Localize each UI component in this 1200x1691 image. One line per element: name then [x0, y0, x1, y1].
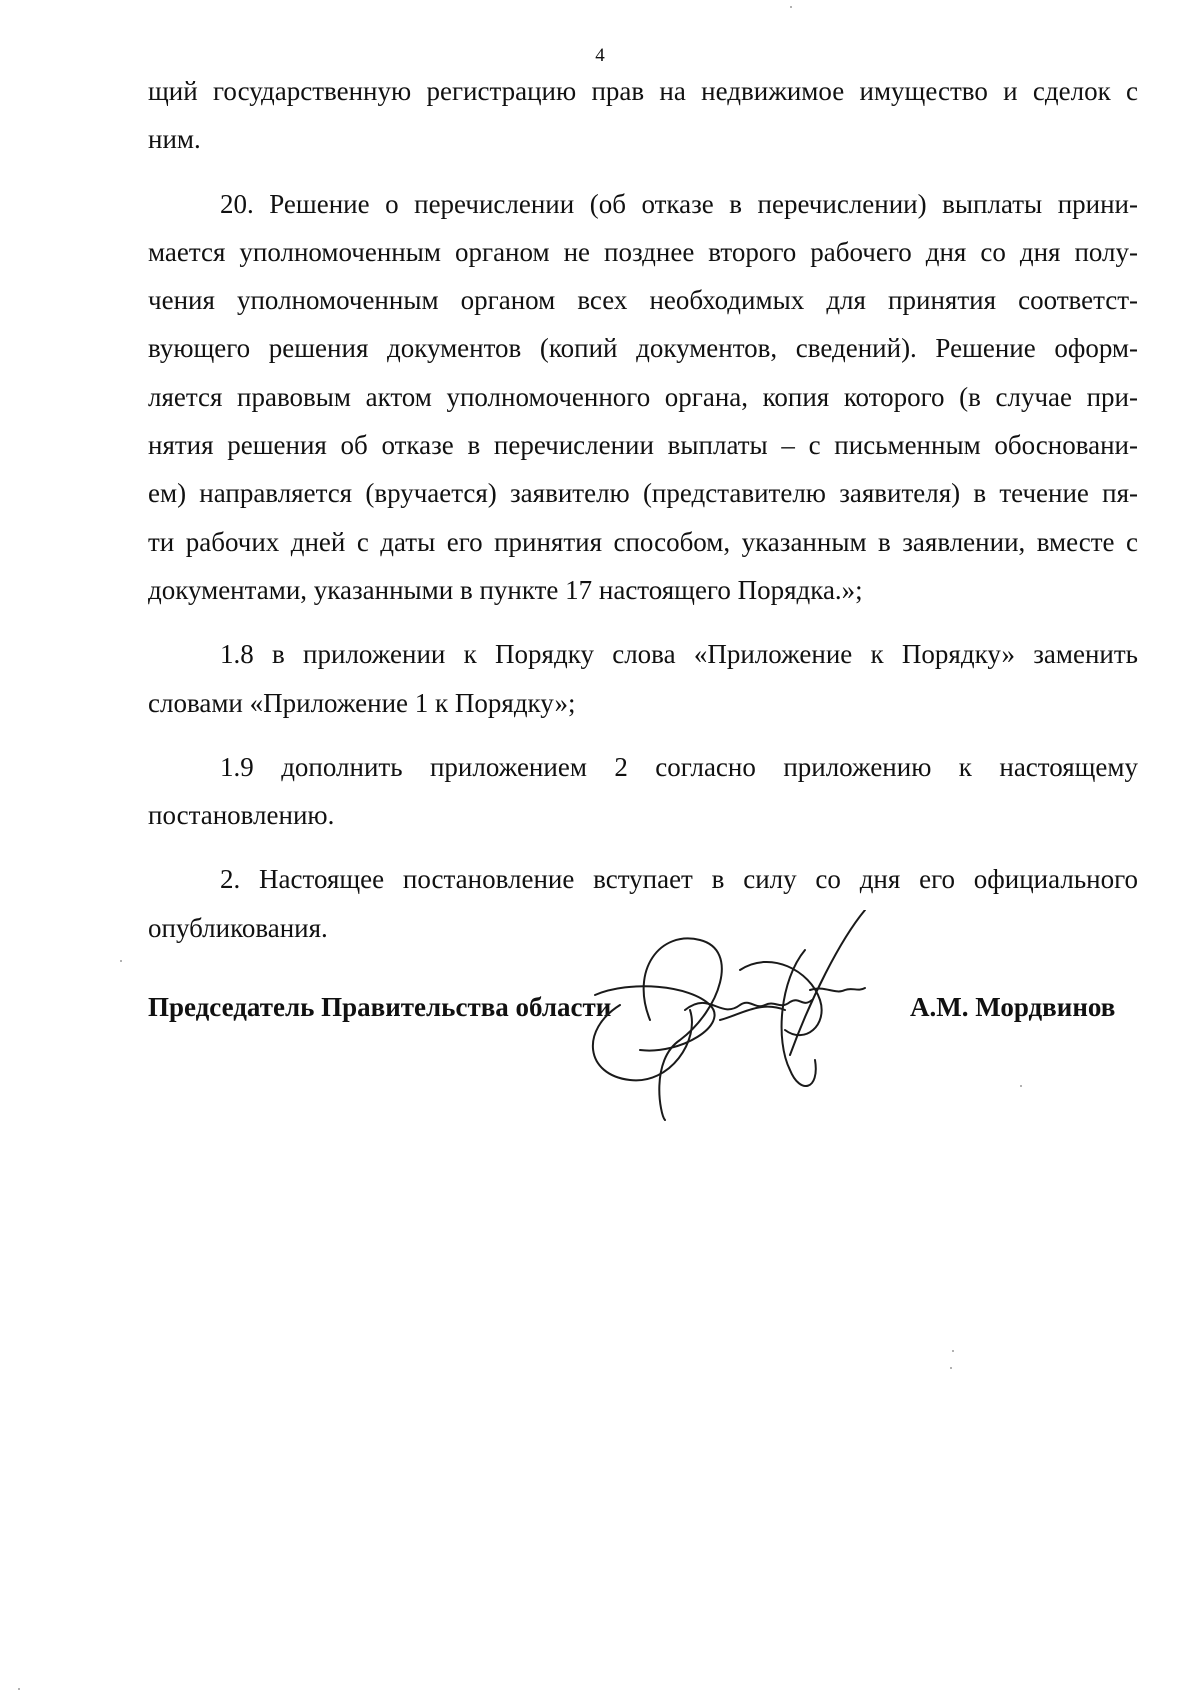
paragraph-item-1-8 [148, 630, 1138, 727]
text-line: 20. Решение о перечислении (об отказе в перечислении) выплаты прини- [220, 188, 1138, 219]
document-body [148, 67, 1138, 952]
page-number: 4 [595, 45, 605, 66]
signer-position-title: Председатель Правительства области [148, 992, 612, 1022]
scan-speck [120, 960, 122, 962]
text-line: нятия решения об отказе в перечислении выплаты – с письменным обосновани- [148, 430, 1138, 461]
signer-name: А.М. Мордвинов [910, 992, 1116, 1022]
text-line: словами «Приложение 1 к Порядку»; [148, 687, 576, 718]
text-line: ти рабочих дней с даты его принятия способом, указанным в заявлении, вместе с [148, 526, 1138, 557]
handwritten-signature [590, 910, 940, 1130]
scan-speck [1020, 1085, 1022, 1087]
text-line: постановлению. [148, 800, 335, 831]
paragraph-continuation [148, 67, 1138, 164]
text-line: щий государственную регистрацию прав на недвижимое имущество и сделок с [148, 76, 1138, 106]
scan-speck [790, 6, 792, 8]
text-line: вующего решения документов (копий документов, сведений). Решение оформ- [148, 333, 1138, 364]
text-line: ним. [148, 124, 201, 155]
scan-speck [18, 1688, 20, 1690]
text-line: 2. Настоящее постановление вступает в силу со дня его официального [220, 864, 1138, 895]
text-line: 1.8 в приложении к Порядку слова «Приложение к Порядку» заменить [220, 639, 1138, 670]
text-line: ляется правовым актом уполномоченного органа, копия которого (в случае при- [148, 381, 1138, 412]
scan-speck [952, 1350, 954, 1352]
paragraph-item-20 [148, 180, 1138, 615]
text-line: документами, указанными в пункте 17 настоящего Порядка.»; [148, 574, 863, 605]
text-line: чения уполномоченным органом всех необходимых для принятия соответст- [148, 285, 1138, 316]
text-line: ем) направляется (вручается) заявителю (представителю заявителя) в течение пя- [148, 478, 1138, 509]
scan-speck [950, 1367, 952, 1369]
text-line: мается уполномоченным органом не позднее второго рабочего дня со дня полу- [148, 236, 1138, 267]
paragraph-item-1-9 [148, 743, 1138, 840]
text-line: 1.9 дополнить приложением 2 согласно приложению к настоящему [220, 751, 1138, 782]
text-line: опубликования. [148, 912, 328, 943]
